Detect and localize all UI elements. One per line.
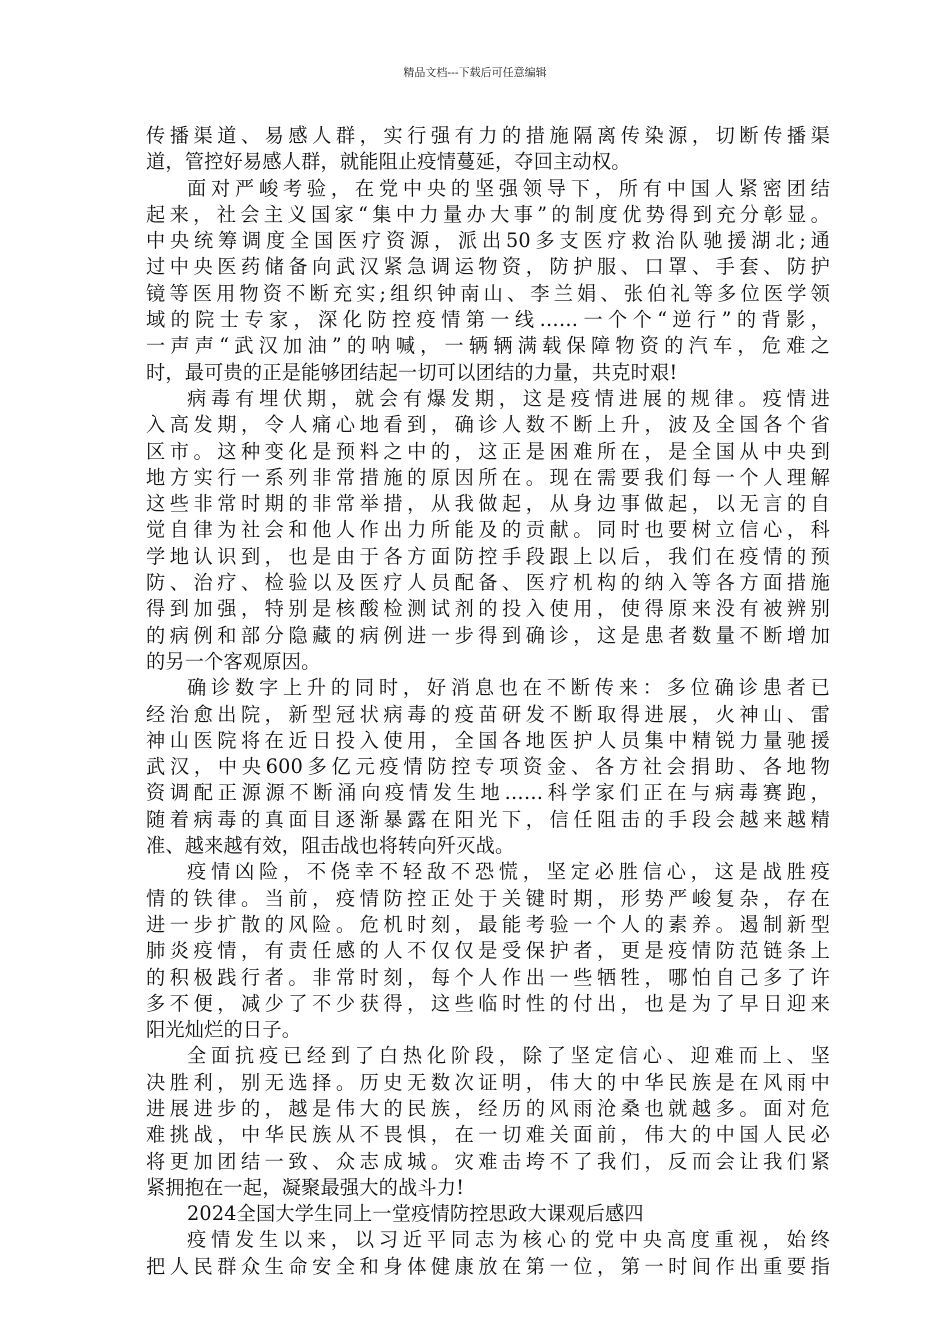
paragraph-line: 镜等医用物资不断充实;组织钟南山、李兰娟、张伯礼等多位医学领 (146, 281, 830, 305)
document-body (146, 123, 830, 1280)
paragraph-line: 学地认识到，也是由于各方面防控手段跟上以后，我们在疫情的预 (146, 544, 830, 568)
paragraph-line: 病毒有埋伏期，就会有爆发期，这是疫情进展的规律。疫情进 (187, 386, 830, 410)
paragraph-line: 经治愈出院，新型冠状病毒的疫苗研发不断取得进展，火神山、雷 (146, 702, 830, 726)
page-header: 精品文档---下载后可任意编辑 (403, 66, 547, 79)
paragraph-line: 的积极践行者。非常时刻，每个人作出一些牺牲，哪怕自己多了许 (146, 965, 830, 989)
paragraph-line: 时，最可贵的正是能够团结起一切可以团结的力量，共克时艰! (146, 360, 678, 384)
paragraph-line: 情的铁律。当前，疫情防控正处于关键时期，形势严峻复杂，存在 (146, 886, 830, 910)
paragraph-line: 随着病毒的真面目逐渐暴露在阳光下，信任阻击的手段会越来越精 (146, 807, 830, 831)
paragraph-line: 进一步扩散的风险。危机时刻，最能考验一个人的素养。遏制新型 (146, 912, 830, 936)
paragraph-line: 肺炎疫情，有责任感的人不仅仅是受保护者，更是疫情防范链条上 (146, 939, 830, 963)
paragraph-line: 神山医院将在近日投入使用，全国各地医护人员集中精锐力量驰援 (146, 728, 830, 752)
paragraph-line: 难挑战，中华民族从不畏惧，在一切难关面前，伟大的中国人民必 (146, 1123, 830, 1147)
paragraph-line: 这些非常时期的非常举措，从我做起，从身边事做起，以无言的自 (146, 492, 830, 516)
paragraph-line: 武汉，中央600多亿元疫情防控专项资金、各方社会捐助、各地物 (146, 755, 830, 779)
paragraph-line: 决胜利，别无选择。历史无数次证明，伟大的中华民族是在风雨中 (146, 1070, 830, 1094)
paragraph-line: 域的院士专家，深化防控疫情第一线……一个个“逆行”的背影， (146, 308, 830, 332)
paragraph-line: 的病例和部分隐藏的病例进一步得到确诊，这是患者数量不断增加 (146, 623, 830, 647)
paragraph-line: 地方实行一系列非常措施的原因所在。现在需要我们每一个人理解 (146, 465, 830, 489)
paragraph-line: 将更加团结一致、众志成城。灾难击垮不了我们，反而会让我们紧 (146, 1149, 830, 1173)
paragraph-line: 入高发期，令人痛心地看到，确诊人数不断上升，波及全国各个省 (146, 413, 830, 437)
paragraph-line: 准、越来越有效，阻击战也将转向歼灭战。 (146, 834, 515, 858)
paragraph-line: 的另一个客观原因。 (146, 649, 321, 673)
paragraph-line: 紧拥抱在一起，凝聚最强大的战斗力! (146, 1175, 465, 1199)
paragraph-line: 得到加强，特别是核酸检测试剂的投入使用，使得原来没有被辨别 (146, 597, 830, 621)
paragraph-line: 传播渠道、易感人群，实行强有力的措施隔离传染源，切断传播渠 (146, 124, 830, 147)
paragraph-line: 把人民群众生命安全和身体健康放在第一位，第一时间作出重要指 (146, 1254, 830, 1278)
paragraph-line: 阳光灿烂的日子。 (146, 1018, 302, 1042)
paragraph-line: 区市。这种变化是预料之中的，这正是困难所在，是全国从中央到 (146, 439, 830, 463)
paragraph-line: 过中央医药储备向武汉紧急调运物资，防护服、口罩、手套、防护 (146, 255, 830, 279)
paragraph-line: 一声声“武汉加油”的呐喊，一辆辆满载保障物资的汽车，危难之 (146, 334, 830, 358)
paragraph-line: 觉自律为社会和他人作出力所能及的贡献。同时也要树立信心，科 (146, 518, 830, 542)
paragraph-line: 2024全国大学生同上一堂疫情防控思政大课观后感四 (187, 1202, 644, 1226)
paragraph-line: 中央统筹调度全国医疗资源，派出50多支医疗救治队驰援湖北;通 (146, 229, 830, 253)
paragraph-line: 疫情发生以来，以习近平同志为核心的党中央高度重视，始终 (187, 1228, 830, 1252)
paragraph-line: 多不便，减少了不少获得，这些临时性的付出，也是为了早日迎来 (146, 991, 830, 1015)
paragraph-line: 道，管控好易感人群，就能阻止疫情蔓延，夺回主动权。 (146, 150, 631, 174)
paragraph-line: 起来，社会主义国家“集中力量办大事”的制度优势得到充分彰显。 (146, 202, 830, 226)
paragraph-line: 防、治疗、检验以及医疗人员配备、医疗机构的纳入等各方面措施 (146, 571, 830, 595)
paragraph-line: 进展进步的，越是伟大的民族，经历的风雨沧桑也就越多。面对危 (146, 1096, 830, 1120)
paragraph-line: 资调配正源源不断涌向疫情发生地……科学家们正在与病毒赛跑， (146, 781, 830, 805)
paragraph-line: 全面抗疫已经到了白热化阶段，除了坚定信心、迎难而上、坚 (187, 1044, 830, 1068)
paragraph-line: 确诊数字上升的同时，好消息也在不断传来：多位确诊患者已 (187, 676, 830, 700)
paragraph-line: 疫情凶险，不侥幸不轻敌不恐慌，坚定必胜信心，这是战胜疫 (187, 860, 830, 884)
paragraph-line: 面对严峻考验，在党中央的坚强领导下，所有中国人紧密团结 (187, 176, 830, 200)
